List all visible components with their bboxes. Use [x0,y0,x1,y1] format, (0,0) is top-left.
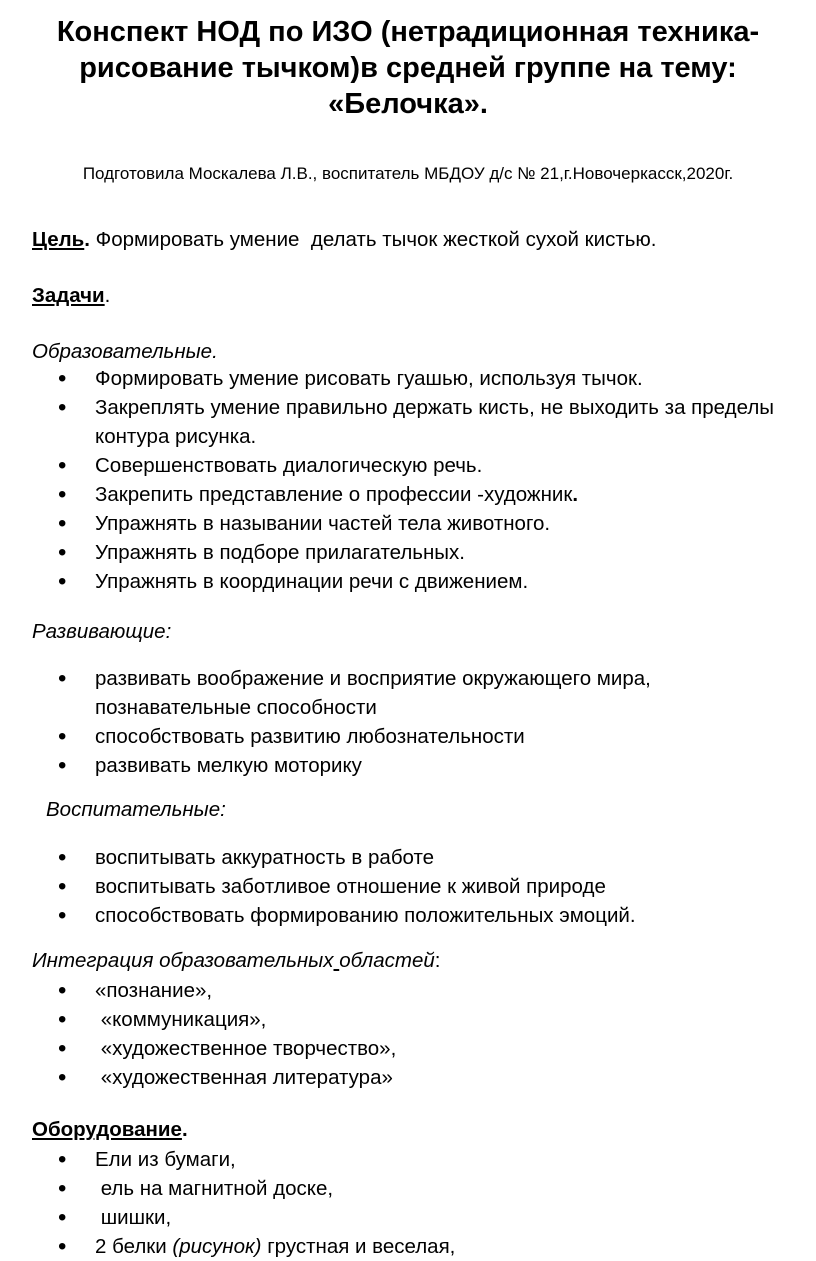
list-item: • Упражнять в координации речи с движением. [0,567,816,596]
title-line: «Белочка». [328,88,488,120]
goal-paragraph [32,225,656,254]
integration-heading-colon: : [434,949,441,972]
list-item: • Совершенствовать диалогическую речь. [0,451,816,480]
goal-label: Цель [32,228,85,251]
list-item: • Формировать умение рисовать гуашью, используя тычок. [0,364,816,393]
educational-heading: Образовательные. [32,340,218,363]
integration-list [0,976,816,1092]
title-line: Конспект НОД по ИЗО (нетрадиционная техника- [56,16,760,48]
upbringing-heading: Воспитательные: [46,798,226,821]
list-item: • Упражнять в назывании частей тела животного. [0,509,816,538]
list-item-italic: (рисунок) [172,1235,262,1258]
upbringing-list [0,843,816,930]
list-item: • воспитывать аккуратность в работе [0,843,816,872]
tasks-label: Задачи [32,284,105,307]
list-item: • ель на магнитной доске, [0,1174,816,1203]
list-item: • шишки, [0,1203,816,1232]
developing-heading: Развивающие: [32,620,172,643]
list-item: • «познание», [0,976,816,1005]
list-item [0,480,816,509]
developing-list [0,664,816,780]
list-item-text: Закрепить представление о профессии -художник [95,483,573,506]
list-item: • «художественное творчество», [0,1034,816,1063]
list-item: • способствовать формированию положительных эмоций. [0,901,816,930]
list-item-text: 2 белки [95,1235,173,1258]
list-item-text: грустная и веселая, [261,1235,456,1258]
author-line: Подготовила Москалева Л.В., воспитатель МБДОУ д/с № 21,г.Новочеркасск,2020г. [82,164,734,183]
tasks-heading [32,281,110,310]
goal-text: Формировать умение делать тычок жесткой сухой кистью. [89,228,657,251]
goal-label-dot: . [84,228,90,251]
list-item: • развивать воображение и восприятие окружающего мира, познавательные способности [0,664,816,722]
integration-heading-part1: Интеграция образовательных [32,949,334,972]
integration-heading [32,946,440,975]
list-item-dot: . [572,483,579,506]
educational-list [0,364,816,596]
equipment-list [0,1145,816,1261]
list-item: • «коммуникация», [0,1005,816,1034]
equipment-label: Оборудование [32,1118,182,1141]
list-item: • способствовать развитию любознательности [0,722,816,751]
equipment-heading [32,1115,188,1144]
list-item: • воспитывать заботливое отношение к живой природе [0,872,816,901]
list-item: • Закреплять умение правильно держать кисть, не выходить за пределы контура рисунка. [0,393,816,451]
list-item: • Упражнять в подборе прилагательных. [0,538,816,567]
list-item [0,1232,816,1261]
title-line: рисование тычком)в средней группе на тему: [79,52,737,84]
list-item: • «художественная литература» [0,1063,816,1092]
list-item: • Ели из бумаги, [0,1145,816,1174]
list-item: • развивать мелкую моторику [0,751,816,780]
document-title [0,14,816,122]
integration-heading-part2: областей [339,949,435,972]
tasks-dot: . [104,284,111,307]
equipment-dot: . [181,1118,188,1141]
